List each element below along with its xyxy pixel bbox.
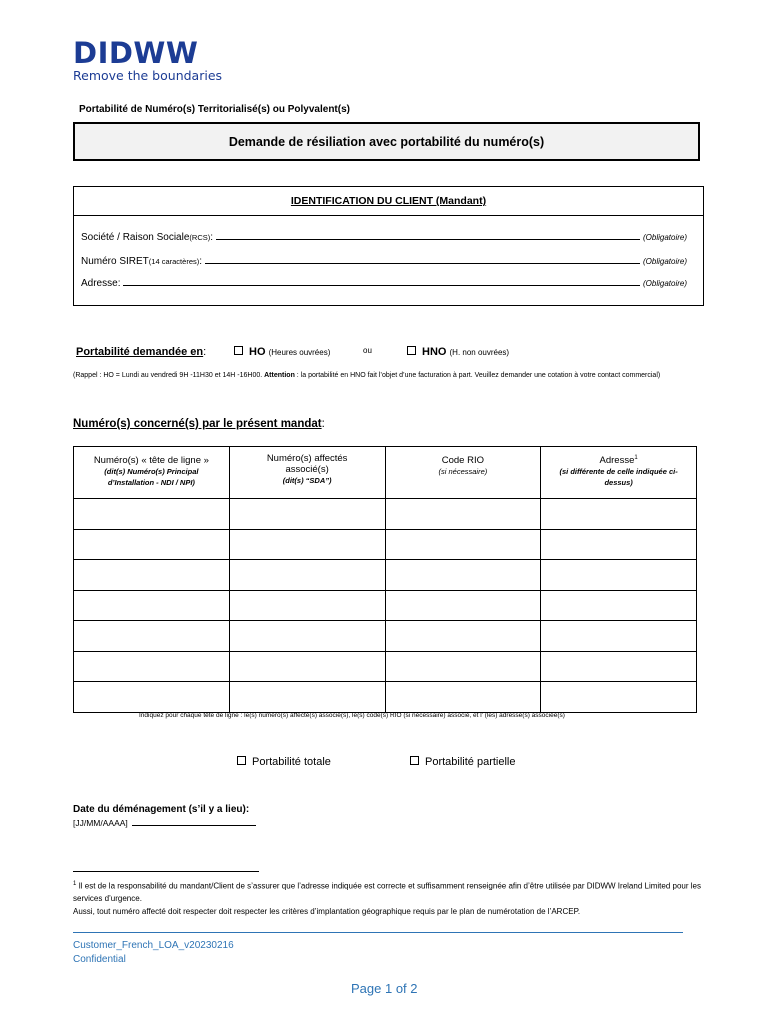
company-name-hint: (RCS) xyxy=(189,233,211,242)
total-label: Portabilité totale xyxy=(252,756,331,768)
table-row xyxy=(74,651,697,682)
col-header-main-number: Numéro(s) « tête de ligne » (dit(s) Numéro(s) Principal d’Installation - NDI / NPI) xyxy=(74,447,230,499)
hno-option[interactable] xyxy=(407,346,509,358)
numbers-table xyxy=(73,446,697,713)
siret-colon: : xyxy=(199,256,203,267)
numbers-table-header xyxy=(74,447,697,499)
footer xyxy=(73,939,234,967)
hno-label: HNO xyxy=(422,346,447,358)
client-identification-section xyxy=(73,186,704,306)
logo-tagline: Remove the boundaries xyxy=(73,68,223,83)
moving-date-label: Date du déménagement (s’il y a lieu): xyxy=(73,804,250,815)
address-blank[interactable] xyxy=(123,277,640,286)
siret-blank[interactable] xyxy=(205,255,640,264)
moving-date-field[interactable] xyxy=(73,818,256,828)
table-row xyxy=(74,499,697,530)
table-row xyxy=(74,560,697,591)
address-field[interactable] xyxy=(81,277,687,289)
hours-reminder: (Rappel : HO = Lundi au vendredi 9H -11H30 et 14H -16H00. Attention : la portabilité en HNO fait l’objet d’une facturation à part. Veuillez demander une cotation à votre contact commercial) xyxy=(73,372,661,379)
identification-header xyxy=(74,187,703,216)
table-instructions: Indiquez pour chaque tête de ligne : le(s) numéro(s) affecté(s) associé(s), le(s) code(s) RIO (si nécessaire) associé, et l’ (les) adresse(s) associée(s) xyxy=(139,712,565,719)
table-row xyxy=(74,529,697,560)
footer-classification: Confidential xyxy=(73,954,126,965)
table-row xyxy=(74,590,697,621)
partial-label: Portabilité partielle xyxy=(425,756,516,768)
portability-label: Portabilité demandée en: xyxy=(76,346,207,358)
siret-hint: (14 caractères) xyxy=(148,257,200,266)
footnote-line-2: Aussi, tout numéro affecté doit respecter doit respecter les critères d’implantation géographique requis par le plan de numérotation de l’ARCEP. xyxy=(73,906,581,916)
address-label: Adresse xyxy=(81,278,118,289)
col-header-assigned-numbers: Numéro(s) affectés associé(s) (dit(s) “SDA”) xyxy=(229,447,385,499)
company-name-label: Société / Raison Sociale xyxy=(81,232,190,243)
siret-label: Numéro SIRET xyxy=(81,256,149,267)
siret-mandatory: (Obligatoire) xyxy=(642,257,687,266)
siret-field[interactable] xyxy=(81,255,687,267)
ho-option[interactable] xyxy=(234,346,330,358)
date-blank[interactable] xyxy=(132,818,256,826)
logo-wordmark: DIDWW xyxy=(73,36,199,70)
identification-heading: IDENTIFICATION DU CLIENT (Mandant) xyxy=(290,195,487,207)
document-subtitle: Portabilité de Numéro(s) Territorialisé(s) ou Polyvalent(s) xyxy=(79,104,350,115)
company-name-blank[interactable] xyxy=(216,231,640,240)
footnote-line-1: Il est de la responsabilité du mandant/Client de s’assurer que l’adresse indiquée est correcte et suffisamment renseignée afin d’être utilisée par DIDWW Ireland Limited pour les services d’urgence. xyxy=(73,881,701,904)
company-name-mandatory: (Obligatoire) xyxy=(642,233,687,242)
portability-request-row xyxy=(76,346,696,362)
didww-logo xyxy=(73,38,222,84)
footer-doc-id: Customer_French_LOA_v20230216 xyxy=(73,940,234,951)
ho-label: HO xyxy=(249,346,266,358)
date-format: [JJ/MM/AAAA] xyxy=(73,818,128,828)
address-colon: : xyxy=(117,278,121,289)
footnote-marker: 1 xyxy=(73,881,77,887)
ho-detail: (Heures ouvrées) xyxy=(268,348,331,357)
hno-checkbox[interactable] xyxy=(407,346,416,355)
company-name-field[interactable] xyxy=(81,231,687,243)
footnote xyxy=(73,878,703,918)
option-partial-portability[interactable] xyxy=(410,756,516,768)
document-title: Demande de résiliation avec portabilité du numéro(s) xyxy=(228,134,545,149)
footer-separator xyxy=(73,932,683,933)
numbers-section-title: Numéro(s) concerné(s) par le présent mandat: xyxy=(73,418,325,430)
table-row xyxy=(74,682,697,713)
document-title-box xyxy=(73,122,700,161)
or-text: ou xyxy=(363,346,372,355)
address-mandatory: (Obligatoire) xyxy=(642,279,687,288)
total-checkbox[interactable] xyxy=(237,756,246,765)
footnote-separator xyxy=(73,871,259,872)
partial-checkbox[interactable] xyxy=(410,756,419,765)
col-header-address: Adresse$^1$ (si différente de celle indiquée ci-dessus) xyxy=(541,447,697,499)
hno-detail: (H. non ouvrées) xyxy=(449,348,510,357)
company-name-colon: : xyxy=(210,232,214,243)
ho-checkbox[interactable] xyxy=(234,346,243,355)
table-row xyxy=(74,621,697,652)
option-total-portability[interactable] xyxy=(237,756,331,768)
page-number: Page 1 of 2 xyxy=(351,981,418,996)
col-header-rio-code: Code RIO (si nécessaire) xyxy=(385,447,541,499)
